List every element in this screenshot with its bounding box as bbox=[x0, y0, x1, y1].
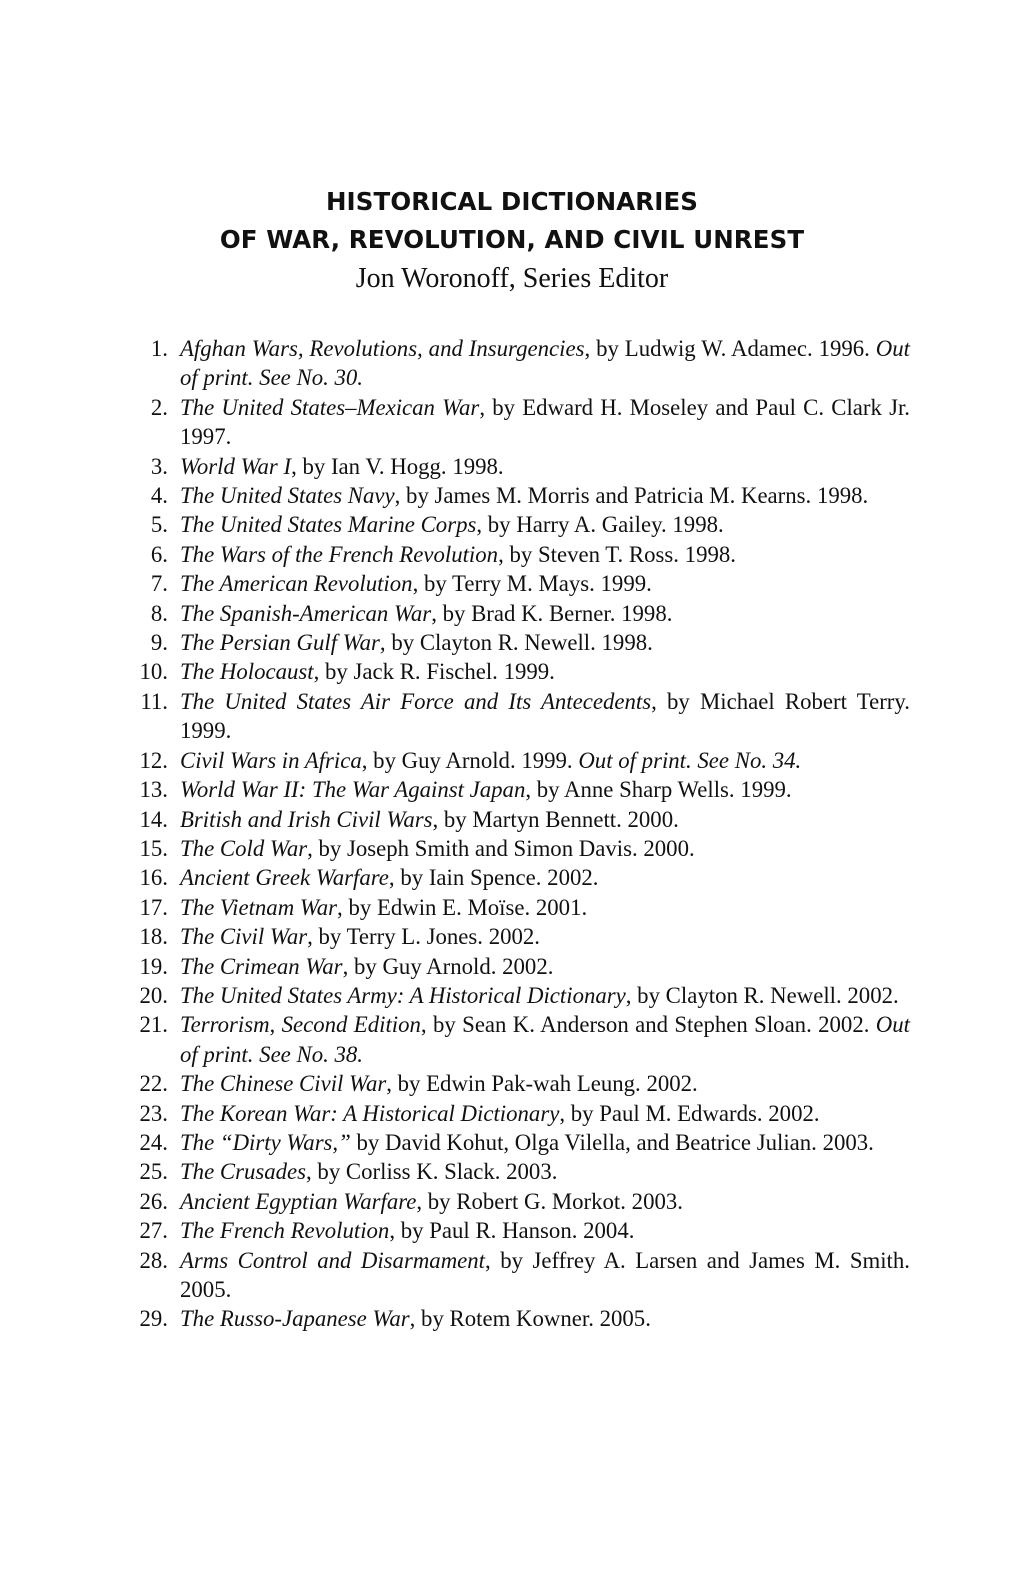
volume-details: , by Steven T. Ross. 1998. bbox=[498, 541, 736, 567]
volume-number: 1. bbox=[150, 336, 168, 361]
list-item bbox=[128, 952, 910, 981]
volume-number: 28. bbox=[139, 1247, 168, 1273]
list-item bbox=[128, 1187, 910, 1216]
volume-number: 20. bbox=[139, 982, 168, 1008]
volume-details: , by Guy Arnold. 2002. bbox=[342, 953, 554, 979]
volume-details: , by Brad K. Berner. 1998. bbox=[431, 600, 673, 626]
list-item bbox=[128, 981, 910, 1010]
volume-details: , by Ian V. Hogg. 1998. bbox=[291, 453, 504, 479]
volume-title: Ancient Egyptian Warfare bbox=[180, 1188, 417, 1214]
volume-title: World War II: The War Against Japan bbox=[180, 777, 526, 803]
volume-title: Ancient Greek Warfare bbox=[180, 865, 389, 891]
volume-title: British and Irish Civil Wars bbox=[180, 806, 433, 832]
volume-details: , by Clayton R. Newell. 2002. bbox=[625, 982, 899, 1008]
list-item bbox=[128, 510, 910, 539]
volume-details: , by James M. Morris and Patricia M. Kearns. 1998. bbox=[394, 483, 869, 509]
list-item bbox=[128, 540, 910, 569]
list-item bbox=[128, 481, 910, 510]
list-item bbox=[128, 1157, 910, 1186]
volume-number: 17. bbox=[139, 894, 168, 920]
volume-number: 27. bbox=[139, 1218, 168, 1244]
volume-details: , by Paul M. Edwards. 2002. bbox=[559, 1100, 820, 1126]
volume-number: 22. bbox=[139, 1071, 168, 1097]
volume-details: , by Sean K. Anderson and Stephen Sloan. 2002. bbox=[420, 1012, 876, 1038]
list-item bbox=[128, 1069, 910, 1098]
volume-title: The United States–Mexican War bbox=[180, 394, 480, 420]
volume-title: Afghan Wars, Revolutions, and Insurgencies bbox=[180, 336, 585, 361]
volume-number: 21. bbox=[139, 1012, 168, 1038]
volume-number: 23. bbox=[139, 1100, 168, 1126]
volume-title: Arms Control and Disarmament bbox=[180, 1247, 486, 1273]
list-item bbox=[128, 1099, 910, 1128]
volume-number: 8. bbox=[150, 600, 168, 626]
list-item bbox=[128, 746, 910, 775]
list-item bbox=[128, 863, 910, 892]
volume-details: , by Clayton R. Newell. 1998. bbox=[379, 630, 653, 656]
list-item bbox=[128, 1304, 910, 1333]
list-item bbox=[128, 334, 910, 393]
volume-details: , by Joseph Smith and Simon Davis. 2000. bbox=[307, 835, 695, 861]
list-item bbox=[128, 893, 910, 922]
volume-details: , by Paul R. Hanson. 2004. bbox=[389, 1218, 635, 1244]
volume-title: The Crimean War bbox=[180, 953, 343, 979]
list-item bbox=[128, 628, 910, 657]
list-item bbox=[128, 1216, 910, 1245]
volume-note: Out of print. See No. 38. bbox=[180, 1012, 910, 1067]
volume-title: The Cold War bbox=[180, 835, 308, 861]
volume-details: , by Martyn Bennett. 2000. bbox=[432, 806, 679, 832]
series-title-line-1: HISTORICAL DICTIONARIES bbox=[325, 187, 699, 216]
volume-note: Out of print. See No. 30. bbox=[180, 336, 910, 391]
volume-details: , by Jeffrey A. Larsen and James M. Smith. 2005. bbox=[180, 1247, 910, 1302]
volume-title: The “Dirty Wars,” bbox=[180, 1129, 351, 1155]
volume-number: 14. bbox=[139, 806, 168, 832]
volume-number: 13. bbox=[139, 777, 168, 803]
volume-title: The United States Navy bbox=[180, 483, 395, 509]
volume-number: 26. bbox=[139, 1188, 168, 1214]
volume-details: , by Edwin Pak-wah Leung. 2002. bbox=[386, 1071, 698, 1097]
volume-details: , by Terry M. Mays. 1999. bbox=[412, 571, 652, 597]
volume-number: 5. bbox=[150, 512, 168, 538]
volume-number: 3. bbox=[150, 453, 168, 479]
list-item bbox=[128, 1128, 910, 1157]
list-item bbox=[128, 599, 910, 628]
list-item bbox=[128, 687, 910, 746]
list-item bbox=[128, 1010, 910, 1069]
volume-title: The American Revolution bbox=[180, 571, 413, 597]
volume-number: 7. bbox=[150, 571, 168, 597]
series-title-line-2: OF WAR, REVOLUTION, AND CIVIL UNREST bbox=[219, 225, 805, 254]
volume-title: The Crusades bbox=[180, 1159, 307, 1185]
volume-title: The Russo-Japanese War bbox=[180, 1306, 410, 1332]
volume-title: The Spanish-American War bbox=[180, 600, 432, 626]
list-item bbox=[128, 922, 910, 951]
list-item bbox=[128, 393, 910, 452]
volume-details: , by Harry A. Gailey. 1998. bbox=[476, 512, 724, 538]
volume-title: The Wars of the French Revolution bbox=[180, 541, 499, 567]
volume-details: , by Edward H. Moseley and Paul C. Clark Jr. 1997. bbox=[180, 394, 910, 450]
list-item bbox=[128, 834, 910, 863]
volume-title: The Persian Gulf War bbox=[180, 630, 380, 656]
volume-details: , by Guy Arnold. 1999. bbox=[361, 747, 579, 773]
volume-title: Civil Wars in Africa bbox=[180, 747, 362, 773]
volume-details: , by Corliss K. Slack. 2003. bbox=[306, 1159, 558, 1185]
volume-number: 15. bbox=[139, 835, 168, 861]
volume-title: The French Revolution bbox=[180, 1218, 390, 1244]
volume-number: 16. bbox=[139, 865, 168, 891]
list-item bbox=[128, 1246, 910, 1305]
volume-title: The Vietnam War bbox=[180, 894, 338, 920]
volume-title: The Civil War bbox=[180, 924, 308, 950]
volume-number: 18. bbox=[139, 924, 168, 950]
list-item bbox=[128, 775, 910, 804]
volume-number: 11. bbox=[140, 688, 168, 714]
volume-title: The Chinese Civil War bbox=[180, 1071, 387, 1097]
list-item bbox=[128, 657, 910, 686]
list-item bbox=[128, 452, 910, 481]
volume-title: The United States Army: A Historical Dictionary bbox=[180, 982, 626, 1008]
volume-title: The Holocaust bbox=[180, 659, 314, 685]
volume-title: The United States Marine Corps bbox=[180, 512, 477, 538]
volume-details: , by Rotem Kowner. 2005. bbox=[409, 1306, 651, 1332]
volume-details: , by Terry L. Jones. 2002. bbox=[307, 924, 540, 950]
volume-number: 12. bbox=[139, 747, 168, 773]
volume-number: 9. bbox=[150, 630, 168, 656]
volume-details: by David Kohut, Olga Vilella, and Beatrice Julian. 2003. bbox=[350, 1129, 874, 1155]
volume-details: , by Anne Sharp Wells. 1999. bbox=[525, 777, 792, 803]
volume-note: Out of print. See No. 34. bbox=[578, 747, 802, 773]
series-editor: Jon Woronoff, Series Editor bbox=[355, 263, 669, 294]
list-item bbox=[128, 805, 910, 834]
volume-details: , by Iain Spence. 2002. bbox=[388, 865, 599, 891]
volume-details: , by Robert G. Morkot. 2003. bbox=[416, 1188, 683, 1214]
volume-title: The United States Air Force and Its Antecedents bbox=[180, 688, 652, 714]
volume-number: 4. bbox=[150, 483, 168, 509]
volume-title: The Korean War: A Historical Dictionary bbox=[180, 1100, 560, 1126]
volume-number: 29. bbox=[139, 1306, 168, 1332]
volume-list bbox=[128, 334, 910, 1334]
volume-title: World War I bbox=[180, 453, 292, 479]
volume-number: 10. bbox=[139, 659, 168, 685]
volume-title: Terrorism, Second Edition bbox=[180, 1012, 421, 1038]
volume-number: 19. bbox=[139, 953, 168, 979]
volume-details: , by Ludwig W. Adamec. 1996. bbox=[584, 336, 876, 361]
volume-details: , by Edwin E. Moïse. 2001. bbox=[337, 894, 588, 920]
volume-details: , by Michael Robert Terry. 1999. bbox=[180, 688, 911, 744]
volume-details: , by Jack R. Fischel. 1999. bbox=[313, 659, 555, 685]
series-header bbox=[0, 183, 1024, 299]
volume-number: 25. bbox=[139, 1159, 168, 1185]
volume-number: 24. bbox=[139, 1129, 168, 1155]
list-item bbox=[128, 569, 910, 598]
volume-number: 2. bbox=[150, 394, 168, 420]
volume-number: 6. bbox=[150, 541, 168, 567]
